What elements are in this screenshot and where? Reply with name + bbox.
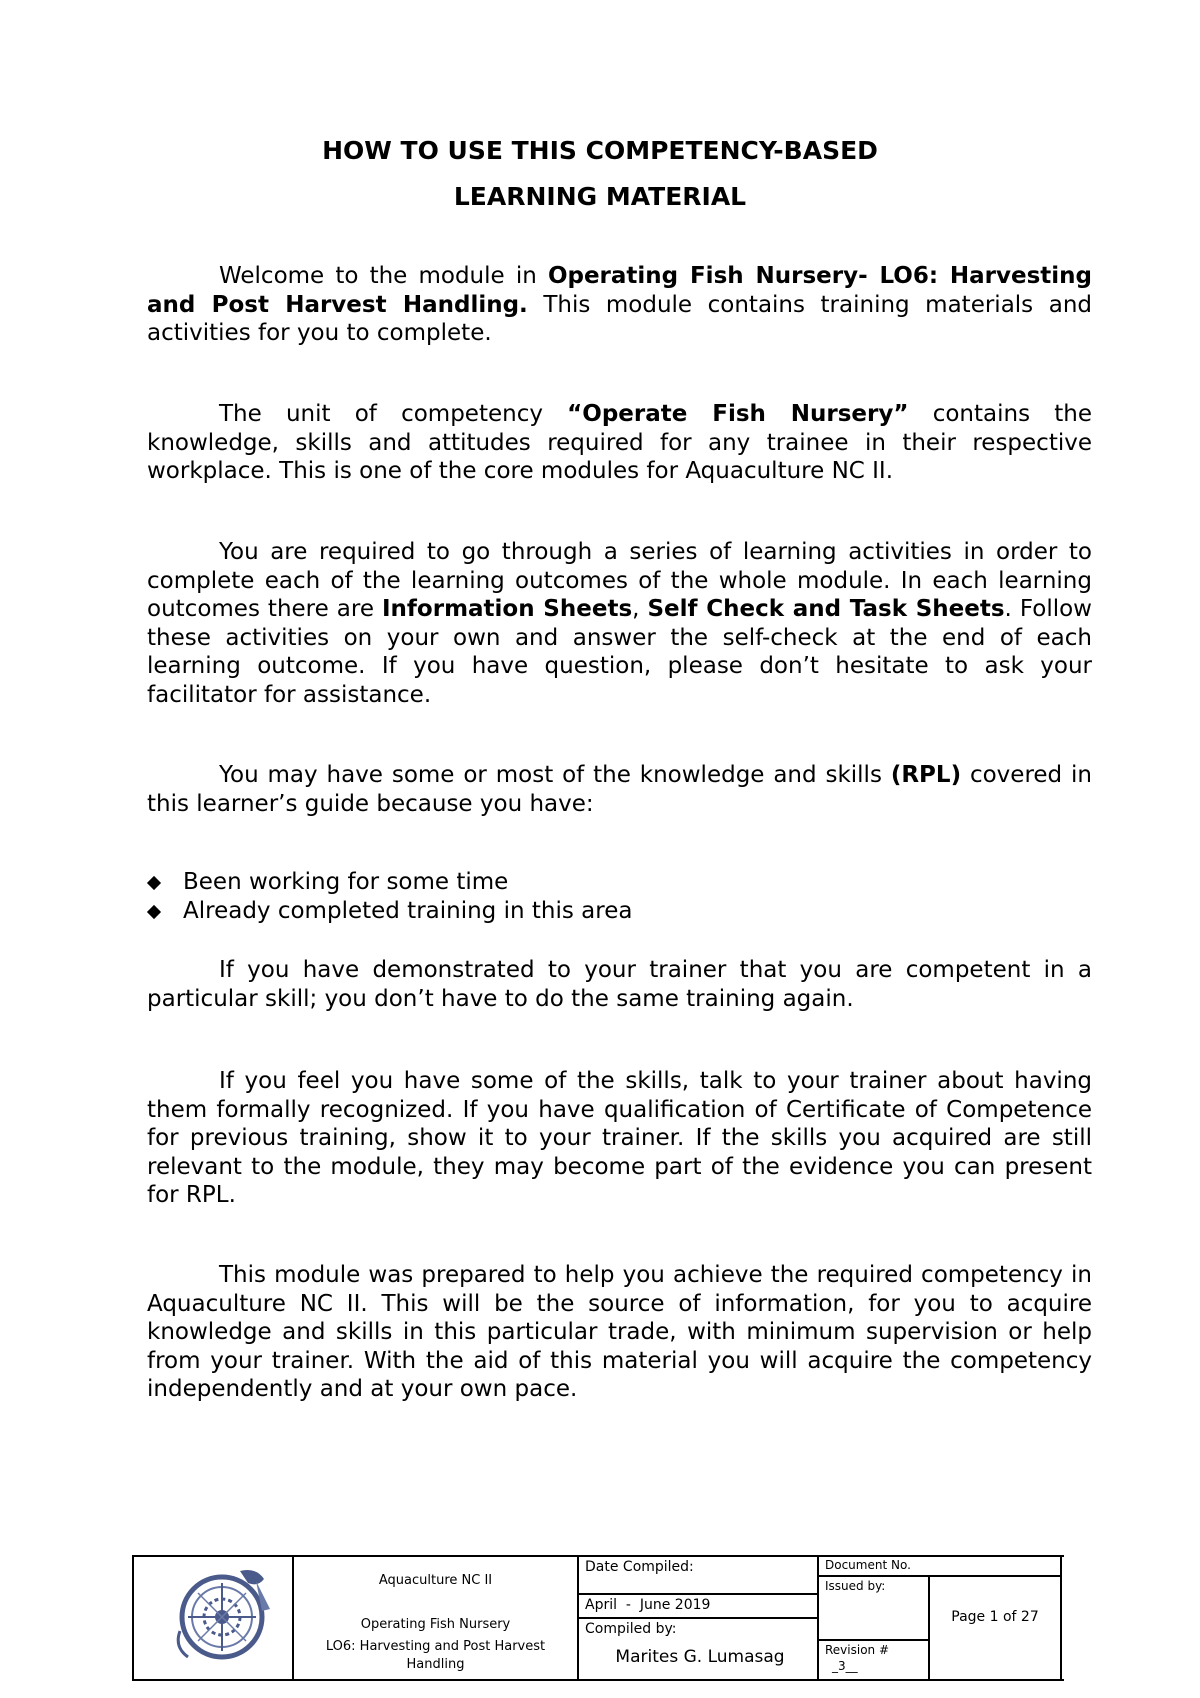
reasons-list [147,868,1047,926]
activities-comma: , [632,596,648,622]
activities-text: You are required to go through a series of learning activities in order to complete each of the learning outcomes of the whole module. In each learning outcomes there are [147,539,1092,622]
rpl-paragraph [147,761,1092,818]
recognition-paragraph [147,1067,1092,1210]
welcome-text: Welcome to the module in [219,263,548,289]
unit-text-end: contains the knowledge, skills and attitudes required for any trainee in their respective workplace. This is one of the core modules for Aquaculture NC II. [147,401,1092,484]
rpl-text: You may have some or most of the knowledge and skills [219,762,891,788]
list-item-text: Been working for some time [183,869,509,895]
revision-label: Revision # [825,1643,890,1657]
document-title-line2: LEARNING MATERIAL [453,182,747,211]
issued-by-label: Issued by: [825,1579,886,1593]
date-compiled-value: April - June 2019 [585,1597,711,1613]
purpose-text: This module was prepared to help you achieve the required competency in Aquaculture NC II. This will be the source of information, for you to acquire knowledge and skills in this particular trade, with minimum supervision or help from your trainer. With the aid of this material you will acquire the competency independently and at your own pace. [147,1262,1092,1402]
document-title-line1: HOW TO USE THIS COMPETENCY-BASED [322,136,878,165]
activities-paragraph [147,538,1092,709]
revision-value: _3__ [832,1659,858,1673]
purpose-paragraph [147,1261,1092,1404]
unit-paragraph [147,400,1092,486]
rpl-term: (RPL) [890,762,962,788]
diamond-bullet-icon [147,876,161,890]
demonstrated-paragraph [147,956,1092,1013]
compiled-by-value: Marites G. Lumasag [615,1647,785,1667]
unit-text: The unit of competency [219,401,568,427]
seal-logo-icon [170,1561,280,1669]
document-footer [132,1555,1062,1677]
page-number: Page 1 of 27 [951,1609,1039,1625]
list-item-text: Already completed training in this area [183,898,633,924]
date-compiled-label: Date Compiled: [585,1559,694,1575]
diamond-bullet-icon [147,905,161,919]
document-number-label: Document No. [825,1558,911,1572]
self-check-task-sheets-term: Self Check and Task Sheets [647,596,1005,622]
unit-name: “Operate Fish Nursery” [567,401,909,427]
demonstrated-text: If you have demonstrated to your trainer that you are competent in a particular skill; you don’t have to do the same training again. [147,957,1092,1012]
welcome-text-end: This module contains training materials and activities for you to complete. [147,291,1092,346]
information-sheets-term: Information Sheets [381,596,633,622]
module-title: Operating Fish Nursery [360,1617,511,1632]
welcome-paragraph [147,262,1092,348]
rpl-text-end: covered in this learner’s guide because you have: [147,762,1092,817]
compiled-by-label: Compiled by: [585,1621,677,1637]
module-name: Operating Fish Nursery- LO6: Harvesting and Post Harvest Handling. [147,263,1092,318]
list-item [147,897,1047,926]
activities-text-end: . Follow these activities on your own and answer the self-check at the end of each learning outcome. If you have question, please don’t hesitate to ask your facilitator for assistance. [147,596,1092,708]
qualification-name: Aquaculture NC II [378,1573,493,1588]
learning-outcome: LO6: Harvesting and Post Harvest Handling [325,1639,546,1672]
list-item [147,868,1047,897]
recognition-text: If you feel you have some of the skills, talk to your trainer about having them formally recognized. If you have qualification of Certificate of Competence for previous training, show it to your trainer. If the skills you acquired are still relevant to the module, they may become part of the evidence you can present for RPL. [147,1068,1092,1208]
